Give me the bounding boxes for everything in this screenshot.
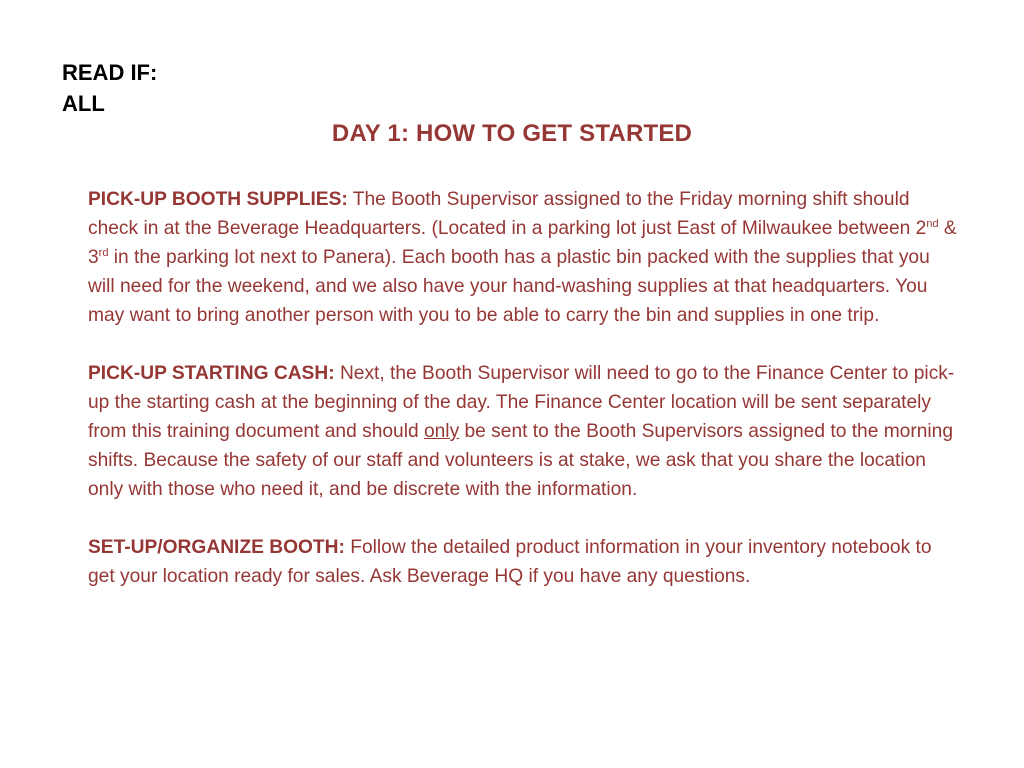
paragraph-heading: SET-UP/ORGANIZE BOOTH: <box>88 537 345 558</box>
read-if-line-2: ALL <box>62 91 105 116</box>
underlined-word: only <box>423 421 460 442</box>
superscript: nd <box>926 218 939 230</box>
paragraph-pickup-cash <box>88 359 960 504</box>
superscript: rd <box>98 247 109 259</box>
document-body <box>88 185 960 620</box>
paragraph-heading: PICK-UP BOOTH SUPPLIES: <box>88 189 348 210</box>
paragraph-text: be sent to the Booth Supervisors assigned to the morning shifts. Because the safety of our staff and volunteers is at stake, we ask that you share the location only with those who need it, and be discrete with the information. <box>88 421 954 500</box>
paragraph-text: & 3 <box>88 218 957 268</box>
paragraph-heading: PICK-UP STARTING CASH: <box>88 363 335 384</box>
read-if-label <box>62 57 157 119</box>
paragraph-text: Next, the Booth Supervisor will need to go to the Finance Center to pick-up the starting cash at the beginning of the day. The Finance Center location will be sent separately from this training document and should <box>88 363 955 442</box>
paragraph-text: in the parking lot next to Panera). Each booth has a plastic bin packed with the supplies that you will need for the weekend, and we also have your hand-washing supplies at that headquarters. You may want to bring another person with you to be able to carry the bin and supplies in one trip. <box>88 247 930 326</box>
paragraph-text: Follow the detailed product information in your inventory notebook to get your location ready for sales. Ask Beverage HQ if you have any questions. <box>88 537 932 587</box>
page-title: DAY 1: HOW TO GET STARTED <box>331 120 693 147</box>
paragraph-pickup-supplies <box>88 185 960 330</box>
read-if-line-1: READ IF: <box>62 60 158 85</box>
paragraph-text: The Booth Supervisor assigned to the Friday morning shift should check in at the Beverage Headquarters. (Located in a parking lot just East of Milwaukee between 2 <box>88 189 927 239</box>
paragraph-setup-booth <box>88 533 960 591</box>
